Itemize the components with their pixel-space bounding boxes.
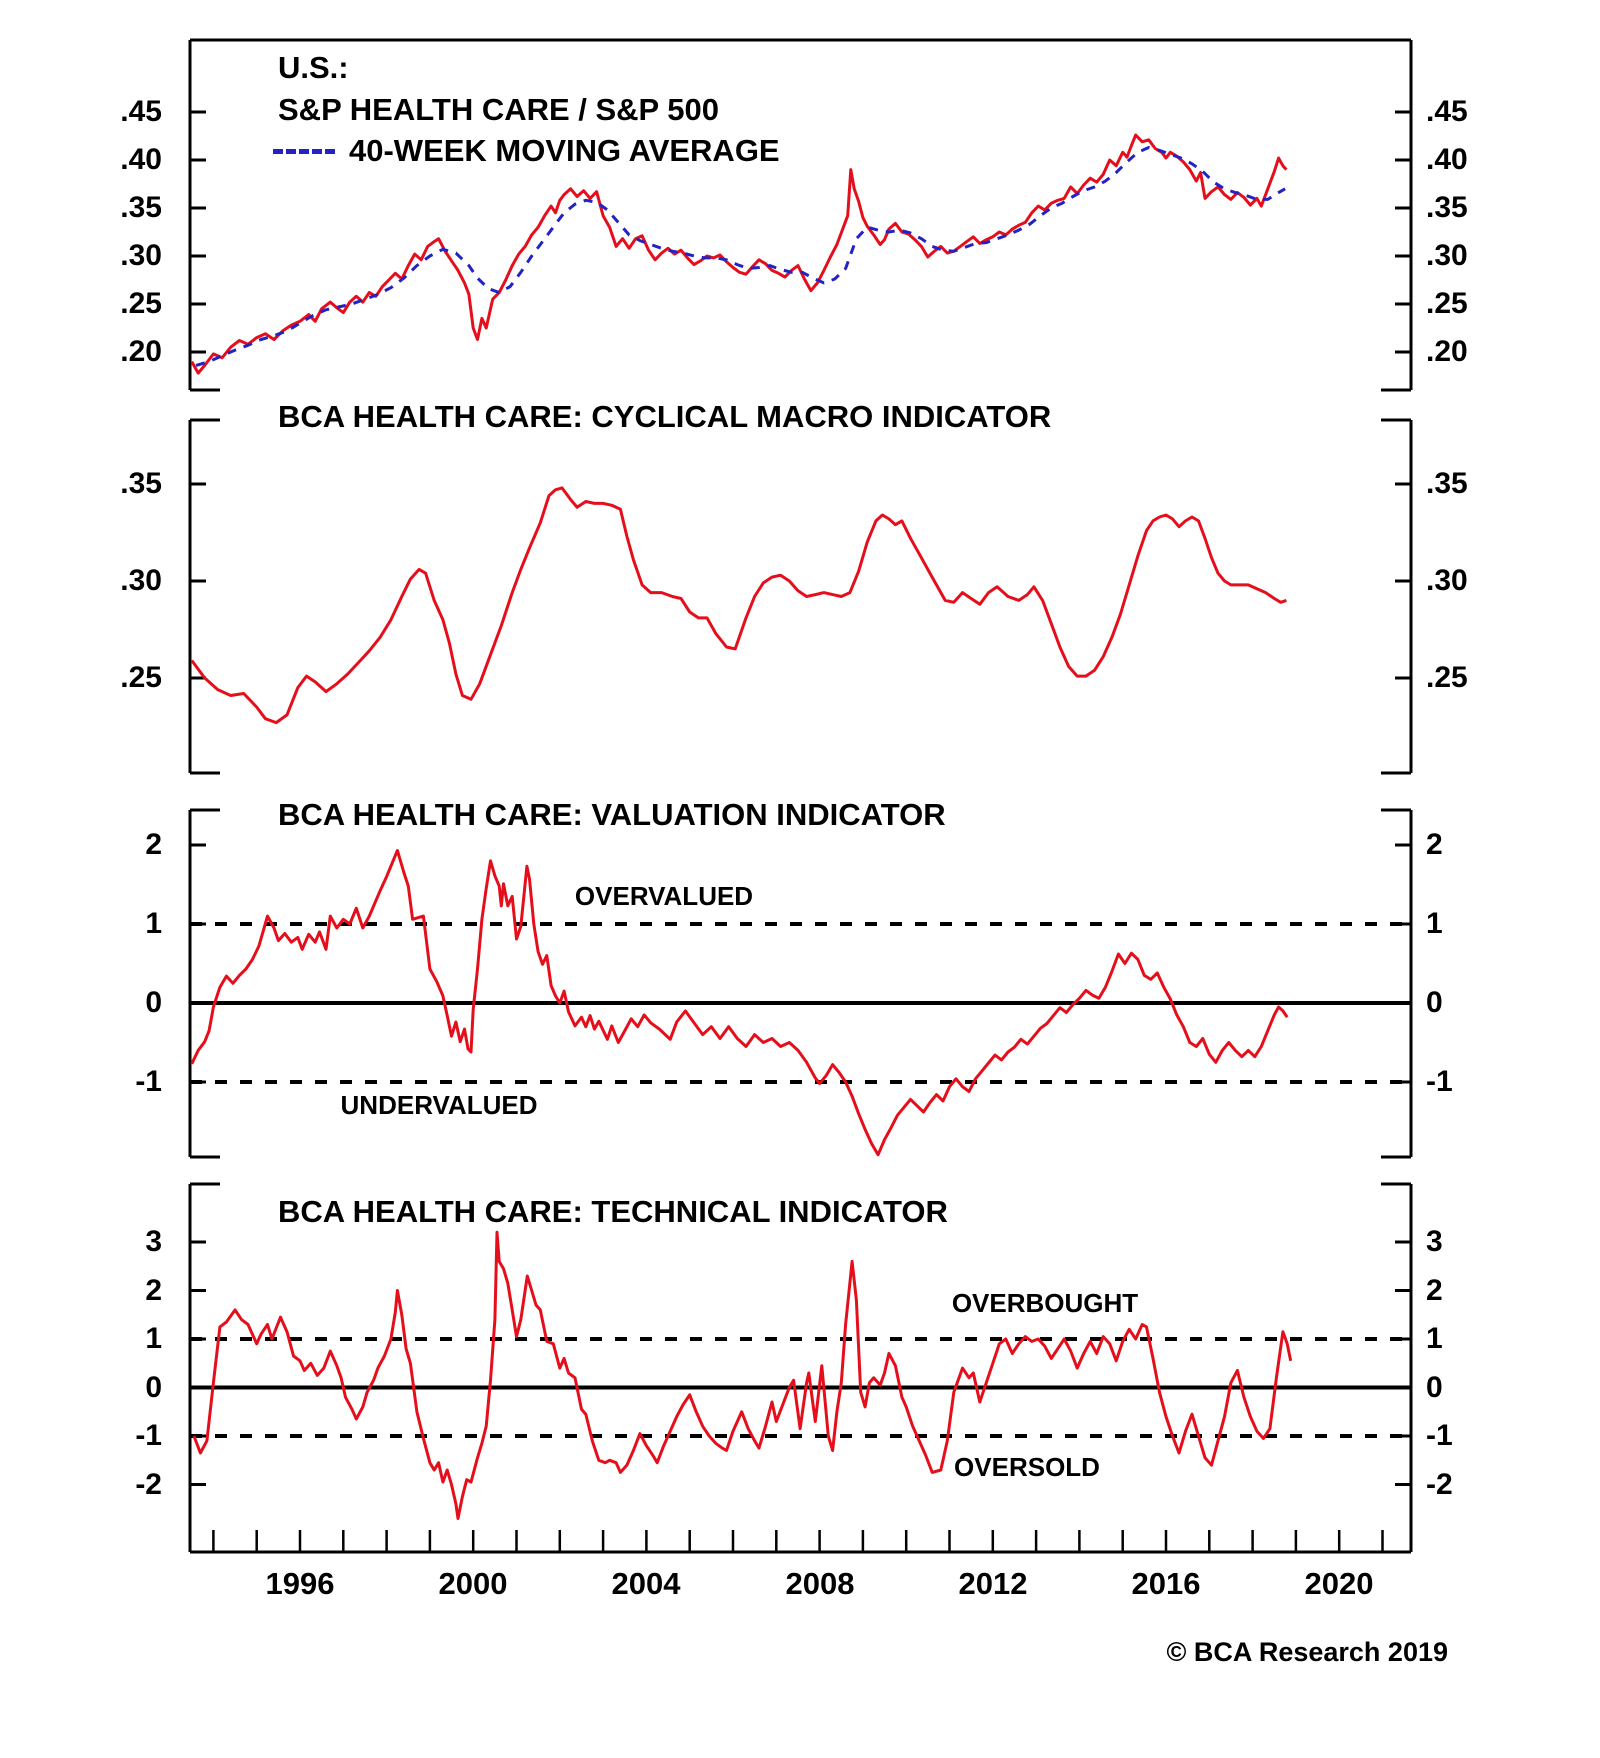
y-tick-label-left: 1 [145,907,162,940]
y-tick-label-right: 3 [1426,1225,1443,1258]
x-tick-label: 2016 [1131,1566,1201,1601]
x-tick-label: 2012 [958,1566,1028,1601]
annotation-overbought: OVERBOUGHT [951,1288,1139,1318]
series-s-p-health-care-s-p-500 [192,135,1287,373]
y-tick-label-right: .35 [1426,191,1468,224]
y-tick-label-right: 0 [1426,1370,1443,1404]
y-tick-label-left: 3 [145,1225,162,1258]
y-tick-label-right: .25 [1426,287,1468,320]
x-tick-label: 2000 [438,1566,508,1601]
y-tick-label-left: .35 [120,191,162,224]
ma-dash-swatch-icon [273,149,335,154]
x-tick-label: 2004 [611,1566,681,1601]
panel4-title: BCA HEALTH CARE: TECHNICAL INDICATOR [278,1194,948,1229]
panel1-title: U.S.: [278,50,349,85]
y-tick-label-left: 0 [145,1370,162,1404]
y-tick-label-left: 0 [145,986,162,1019]
y-tick-label-left: .25 [120,287,162,320]
y-tick-label-left: 2 [145,1273,162,1307]
y-tick-label-right: .40 [1426,143,1468,176]
x-tick-label: 2020 [1304,1566,1374,1601]
y-tick-label-right: 1 [1426,1322,1443,1355]
y-tick-label-right: .35 [1426,467,1468,500]
panel1-ratio-label: S&P HEALTH CARE / S&P 500 [278,92,720,127]
y-tick-label-right: 0 [1426,986,1443,1019]
y-tick-label-left: .30 [120,564,162,597]
annotation-oversold: OVERSOLD [954,1452,1100,1482]
y-tick-label-left: .25 [120,661,162,694]
panel2-title: BCA HEALTH CARE: CYCLICAL MACRO INDICATOR [278,399,1052,434]
y-tick-label-left: 1 [145,1322,162,1355]
y-tick-label-left: -1 [135,1419,162,1452]
y-tick-label-right: .30 [1426,564,1468,597]
y-tick-label-left: -2 [135,1467,162,1501]
x-tick-label: 1996 [265,1566,335,1601]
series-cyclical-macro-indicator [192,488,1287,723]
y-tick-label-left: 2 [145,828,162,861]
y-tick-label-right: .20 [1426,335,1468,368]
copyright-note: © BCA Research 2019 [1166,1637,1448,1667]
x-tick-label: 2008 [785,1566,855,1601]
annotation-undervalued: UNDERVALUED [340,1090,538,1120]
y-tick-label-right: 2 [1426,1273,1443,1307]
y-tick-label-left: .30 [120,239,162,272]
y-tick-label-right: .45 [1426,95,1468,128]
panel1-legend [273,135,780,167]
y-tick-label-right: .30 [1426,239,1468,272]
y-tick-label-left: .45 [120,95,162,128]
y-tick-label-right: -1 [1426,1065,1453,1098]
series-40-week-moving-average [196,148,1285,366]
y-tick-label-left: .20 [120,335,162,368]
y-tick-label-right: -1 [1426,1419,1453,1452]
y-tick-label-left: .35 [120,467,162,500]
series-technical-indicator [194,1232,1291,1518]
y-tick-label-left: -1 [135,1065,162,1098]
y-tick-label-right: 2 [1426,828,1443,861]
y-tick-label-right: 1 [1426,907,1443,940]
y-tick-label-right: -2 [1426,1467,1453,1501]
y-tick-label-right: .25 [1426,661,1468,694]
panel3-title: BCA HEALTH CARE: VALUATION INDICATOR [278,797,946,832]
y-tick-label-left: .40 [120,143,162,176]
ma-legend-label: 40-WEEK MOVING AVERAGE [349,133,780,168]
annotation-overvalued: OVERVALUED [574,881,754,911]
